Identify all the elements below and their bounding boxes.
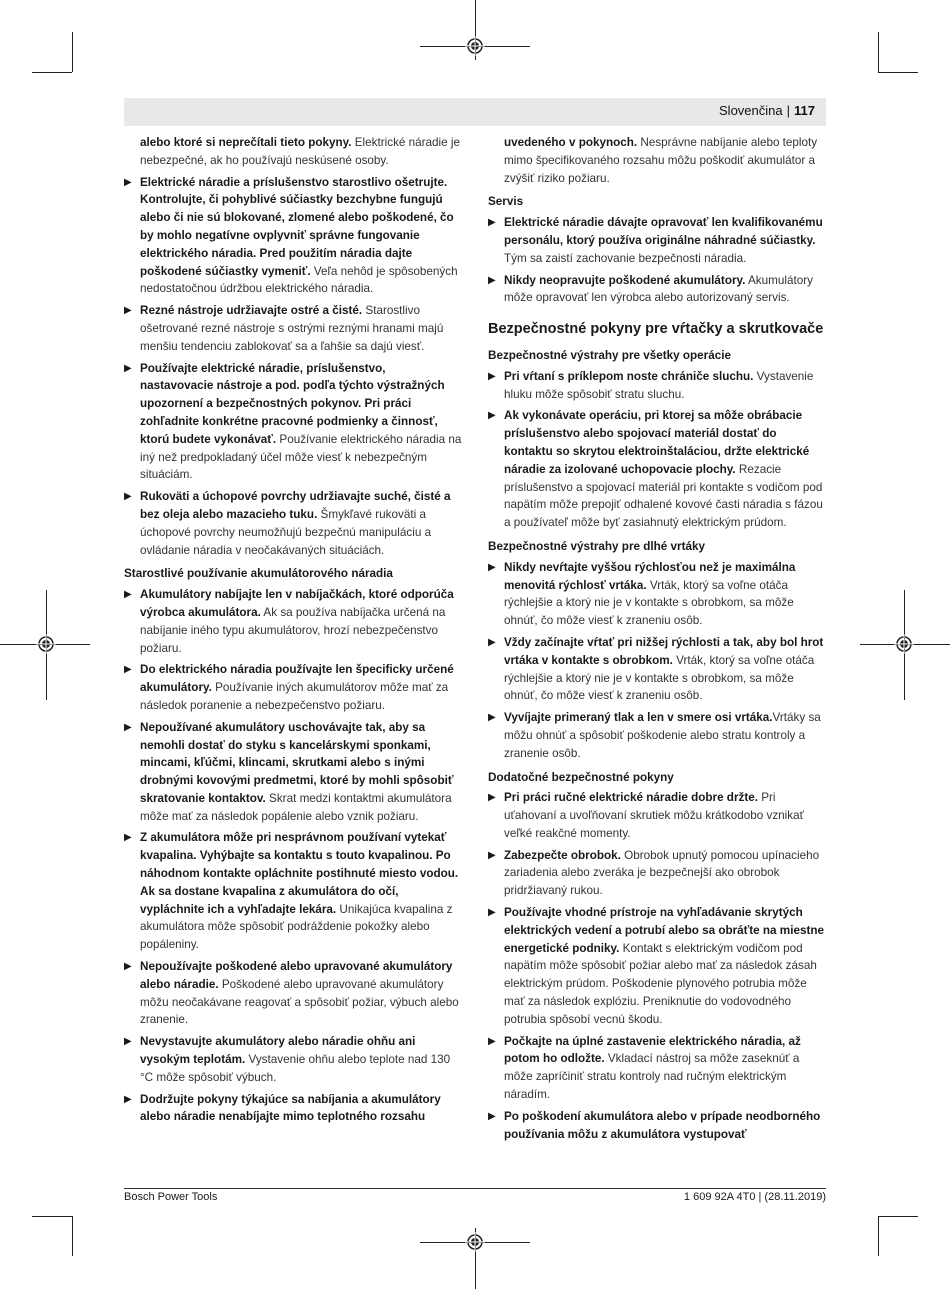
item-text: Kontakt s elektrickým vodičom pod napätím môže spôsobiť požiar alebo mať za následok zásah elektrickým prúdom. Poškodenie plynového potrubia môže mať za následok explóziu. Preniknutie do vodovodného potrubia spôsobí vecnú škodu. <box>504 941 817 1026</box>
item-text: Unikajúca kvapalina z akumulátora môže spôsobiť podráždenie pokožky alebo popáleniny. <box>140 902 453 952</box>
subheading-additional: Dodatočné bezpečnostné pokyny <box>488 770 674 784</box>
item-bold: Pri práci ručné elektrické náradie dobre držte. <box>504 791 758 805</box>
bullet-triangle-icon: ▶ <box>488 410 496 422</box>
item-bold: Z akumulátora môže pri nesprávnom používaní vytekať kvapalina. Vyhýbajte sa kontaktu s touto kvapalinou. Po náhodnom kontakte opláchnite postihnuté miesto vodou. Ak sa dostane kvapalina z akumulátora do očí, vypláchnite ich a vyhľadajte lekára. <box>140 831 459 916</box>
crop-mark <box>878 1216 879 1256</box>
item-bold: Po poškodení akumulátora alebo v prípade neodborného používania môžu z akumulátora vystupovať <box>504 1109 821 1141</box>
item-text: Veľa nehôd je spôsobených nedostatočnou údržbou elektrického náradia. <box>140 264 458 296</box>
subheading-long-bits: Bezpečnostné výstrahy pre dlhé vrtáky <box>488 539 705 553</box>
crop-mark <box>32 1216 72 1217</box>
bullet-triangle-icon: ▶ <box>124 589 132 601</box>
list-item <box>124 302 462 355</box>
item-text: Skrat medzi kontaktmi akumulátora môže mať za následok popálenie alebo vznik požiaru. <box>140 791 452 823</box>
footer-brand: Bosch Power Tools <box>124 1191 218 1203</box>
crop-mark <box>878 72 918 73</box>
section-title: Bezpečnostné pokyny pre vŕtačky a skrutkovače <box>488 321 824 338</box>
item-text: Pri uťahovaní a uvoľňovaní skrutiek môžu krátkodobo vznikať veľké reakčné momenty. <box>504 791 804 840</box>
bullet-triangle-icon: ▶ <box>124 1093 132 1105</box>
bullet-triangle-icon: ▶ <box>124 491 132 503</box>
list-item <box>124 360 462 485</box>
list-item <box>488 134 826 187</box>
list-item <box>488 272 826 308</box>
left-column <box>124 134 462 1130</box>
item-text: Ak sa používa nabíjačka určená na nabíjanie iného typu akumulátorov, hrozí nebezpečenstvo požiaru. <box>140 605 446 655</box>
item-text: Starostlivo ošetrované rezné nástroje s ostrými reznými hranami majú menšiu tendenciu zablokovať sa a ľahšie sa dajú viesť. <box>140 304 444 353</box>
item-text: Vkladací nástroj sa môže zaseknúť a môže zapríčiniť stratu kontroly nad ručným elektrickým náradím. <box>504 1052 800 1102</box>
list-item <box>124 829 462 954</box>
item-text: Vrták, ktorý sa voľne otáča rýchlejšie a ktorý nie je v kontakte s obrobkom, sa môže ohnúť, čo môže viesť k zraneniu osôb. <box>504 653 815 703</box>
list-item <box>124 1033 462 1086</box>
list-item <box>488 847 826 900</box>
registration-mark-icon <box>465 36 485 56</box>
item-text: Vrták, ktorý sa voľne otáča rýchlejšie a ktorý nie je v kontakte s obrobkom, sa môže ohnúť, čo môže viesť k zraneniu osôb. <box>504 578 794 628</box>
item-bold: Do elektrického náradia používajte len špecificky určené akumulátory. <box>140 663 454 695</box>
item-bold: Nikdy neopravujte poškodené akumulátory. <box>504 273 746 287</box>
item-text: Používanie elektrického náradia na iný než predpokladaný účel môže viesť k nebezpečným situáciám. <box>140 432 462 482</box>
list-item <box>488 214 826 267</box>
item-bold: uvedeného v pokynoch. <box>504 136 638 149</box>
page-header <box>124 98 826 126</box>
item-text: Nesprávne nabíjanie alebo teploty mimo špecifikovaného rozsahu môžu poškodiť akumulátor a zvýšiť riziko požiaru. <box>504 136 818 185</box>
page-number: 117 <box>794 103 815 118</box>
subheading-all-operations: Bezpečnostné výstrahy pre všetky operácie <box>488 348 731 362</box>
item-bold: Nevystavujte akumulátory alebo náradie ohňu ani vysokým teplotám. <box>140 1035 416 1067</box>
item-text: Akumulátory môže opravovať len výrobca alebo autorizovaný servis. <box>504 273 813 305</box>
item-bold: Nepoužívané akumulátory uschovávajte tak, aby sa nemohli dostať do styku s kancelárskymi sponkami, mincami, kľúčmi, klincami, skrutkami alebo s inými drobnými kovovými predmetmi, ktoré by mohli spôsobiť skratovanie kontaktov. <box>140 720 454 805</box>
subheading: Starostlivé používanie akumulátorového náradia <box>124 567 393 581</box>
bullet-triangle-icon: ▶ <box>124 176 132 188</box>
item-text: Vystavenie hluku môže spôsobiť stratu sluchu. <box>504 369 814 401</box>
bullet-triangle-icon: ▶ <box>124 721 132 733</box>
item-bold: Zabezpečte obrobok. <box>504 848 621 862</box>
item-text: Poškodené alebo upravované akumulátory môžu neočakávane reagovať a spôsobiť požiar, výbuch alebo zranenie. <box>140 977 459 1027</box>
bullet-triangle-icon: ▶ <box>124 961 132 973</box>
item-bold: Vyvíjajte primeraný tlak a len v smere osi vrtáka. <box>504 711 773 725</box>
bullet-triangle-icon: ▶ <box>488 1035 496 1047</box>
list-item <box>124 1091 462 1127</box>
item-bold: Elektrické náradie a príslušenstvo starostlivo ošetrujte. Kontrolujte, či pohyblivé súčiastky bezchybne fungujú alebo či nie sú blokované, zlomené alebo poškodené, čo by mohlo negatívne ovplyvniť správne fungovanie elektrického náradia. Pred použitím náradia dajte poškodené súčiastky vymeniť. <box>140 175 454 278</box>
bullet-triangle-icon: ▶ <box>488 370 496 382</box>
item-bold: Pri vŕtaní s príklepom noste chrániče sluchu. <box>504 369 754 383</box>
list-item <box>124 661 462 714</box>
item-bold: Nikdy nevŕtajte vyššou rýchlosťou než je maximálna menovitá rýchlosť vrtáka. <box>504 560 796 592</box>
item-text: Obrobok upnutý pomocou upínacieho zariadenia alebo zveráka je bezpečnejší ako obrobok pridržiavaný rukou. <box>504 848 820 898</box>
list-item <box>488 709 826 762</box>
item-bold: Dodržujte pokyny týkajúce sa nabíjania a akumulátory alebo náradie nenabíjajte mimo teplotného rozsahu <box>140 1092 441 1124</box>
bullet-triangle-icon: ▶ <box>488 712 496 724</box>
subheading-service: Servis <box>488 195 524 209</box>
list-item <box>124 719 462 826</box>
item-text: Vrtáky sa môžu ohnúť a spôsobiť poškodenie alebo stratu kontroly a zranenie osôb. <box>504 711 821 760</box>
item-bold: Používajte elektrické náradie, príslušenstvo, nastavovacie nástroje a pod. podľa týchto výstražných upozornení a bezpečnostných pokynov. Pri práci zohľadnite konkrétne pracovné podmienky a činnosť, ktorú budete vykonávať. <box>140 361 445 446</box>
list-item <box>488 904 826 1029</box>
bullet-triangle-icon: ▶ <box>488 217 496 229</box>
item-bold: Rukoväti a úchopové povrchy udržiavajte suché, čisté a bez oleja alebo mazacieho tuku. <box>140 490 451 521</box>
item-text: Tým sa zaistí zachovanie bezpečnosti náradia. <box>504 251 747 265</box>
right-column <box>488 134 826 1147</box>
header-language: Slovenčina <box>719 103 783 118</box>
crop-mark <box>878 1216 918 1217</box>
list-item <box>488 559 826 630</box>
item-bold: Vždy začínajte vŕtať pri nižšej rýchlosti a tak, aby bol hrot vrtáka v kontakte s obrobkom. <box>504 635 824 667</box>
item-bold: Akumulátory nabíjajte len v nabíjačkách, ktoré odporúča výrobca akumulátora. <box>140 588 454 619</box>
item-bold: alebo ktoré si neprečítali tieto pokyny. <box>140 136 352 149</box>
header-text <box>719 103 815 118</box>
header-separator: | <box>786 103 791 118</box>
item-bold: Rezné nástroje udržiavajte ostré a čisté. <box>140 304 363 318</box>
bullet-triangle-icon: ▶ <box>124 664 132 676</box>
bullet-triangle-icon: ▶ <box>488 849 496 861</box>
item-text: Šmykľavé rukoväti a úchopové povrchy neumožňujú bezpečnú manipuláciu a ovládanie náradia v neočakávaných situáciách. <box>140 507 432 557</box>
bullet-triangle-icon: ▶ <box>488 561 496 573</box>
list-item <box>488 634 826 705</box>
list-item <box>488 1108 826 1144</box>
list-item <box>124 134 462 170</box>
footer-divider <box>124 1188 826 1189</box>
item-bold: Nepoužívajte poškodené alebo upravované akumulátory alebo náradie. <box>140 960 453 991</box>
item-bold: Počkajte na úplné zastavenie elektrického náradia, až potom ho odložte. <box>504 1034 801 1066</box>
bullet-triangle-icon: ▶ <box>488 1110 496 1122</box>
crop-mark <box>878 32 879 72</box>
item-text: Vystavenie ohňu alebo teplote nad 130 °C môže spôsobiť výbuch. <box>140 1053 451 1084</box>
bullet-triangle-icon: ▶ <box>124 832 132 844</box>
crop-mark <box>72 32 73 72</box>
item-bold: Používajte vhodné prístroje na vyhľadávanie skrytých elektrických vedení a potrubí alebo sa obráťte na miestne energetické podniky. <box>504 906 824 955</box>
list-item <box>488 1033 826 1104</box>
registration-mark-icon <box>36 634 56 654</box>
bullet-triangle-icon: ▶ <box>124 1036 132 1048</box>
list-item <box>124 958 462 1029</box>
list-item <box>488 789 826 842</box>
footer-doc-number: 1 609 92A 4T0 | (28.11.2019) <box>683 1191 826 1203</box>
list-item <box>488 407 826 532</box>
list-item <box>488 368 826 404</box>
registration-mark-icon <box>465 1232 485 1252</box>
item-text: Elektrické náradie je nebezpečné, ak ho používajú neskúsené osoby. <box>140 136 461 167</box>
list-item <box>124 174 462 299</box>
bullet-triangle-icon: ▶ <box>488 274 496 286</box>
item-bold: Ak vykonávate operáciu, pri ktorej sa môže obrábacie príslušenstvo alebo spojovací materiál dostať do kontaktu so skrytou elektroinštaláciou, držte elektrické náradie za izolované uchopovacie plochy. <box>504 409 810 476</box>
bullet-triangle-icon: ▶ <box>488 792 496 804</box>
list-item <box>124 586 462 657</box>
item-bold: Elektrické náradie dávajte opravovať len kvalifikovanému personálu, ktorý používa originálne náhradné súčiastky. <box>504 216 823 247</box>
list-item <box>124 488 462 559</box>
bullet-triangle-icon: ▶ <box>488 907 496 919</box>
item-text: Používanie iných akumulátorov môže mať za následok poranenie a nebezpečenstvo požiaru. <box>140 681 449 712</box>
bullet-triangle-icon: ▶ <box>124 362 132 374</box>
registration-mark-icon <box>894 634 914 654</box>
item-text: Rezacie príslušenstvo a spojovací materiál pri kontakte s vodičom pod napätím môže prepojiť odhalené kovové časti náradia s fázou a používateľ môže byť zasiahnutý elektrickým prúdom. <box>504 462 823 530</box>
crop-mark <box>32 72 72 73</box>
bullet-triangle-icon: ▶ <box>488 636 496 648</box>
crop-mark <box>72 1216 73 1256</box>
bullet-triangle-icon: ▶ <box>124 305 132 317</box>
